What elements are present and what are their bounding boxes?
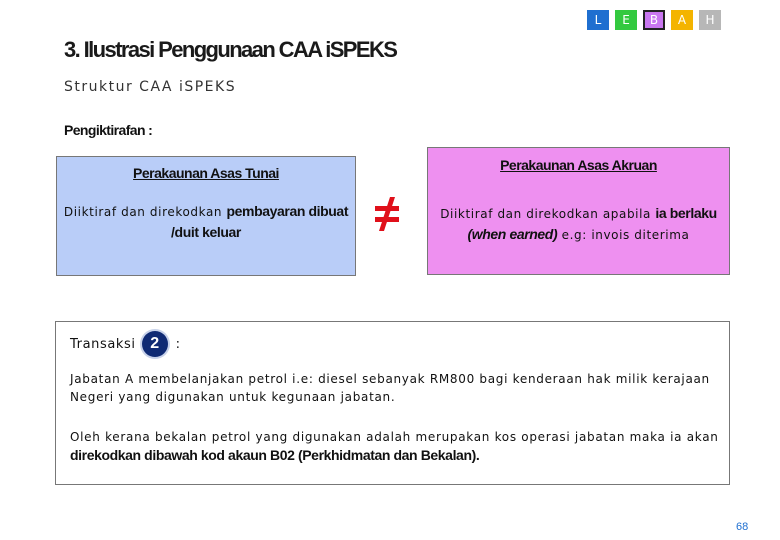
accrual-basis-heading: Perakaunan Asas Akruan bbox=[500, 157, 657, 173]
accrual-basis-text bbox=[428, 203, 729, 245]
nav-h[interactable]: H bbox=[699, 10, 721, 30]
nav-b-active[interactable]: B bbox=[643, 10, 665, 30]
transaction-number-badge: 2 bbox=[142, 331, 168, 357]
transaction-colon: : bbox=[175, 336, 181, 352]
transaction-paragraph-1: Jabatan A membelanjakan petrol i.e: diesel sebanyak RM800 bagi kenderaan hak milik kerajaan Negeri yang digunakan untuk kegunaan jabatan. bbox=[70, 372, 710, 404]
page-number: 68 bbox=[736, 521, 749, 533]
cash-basis-box bbox=[56, 156, 356, 276]
transaction-header bbox=[70, 331, 180, 357]
accrual-basis-box bbox=[427, 147, 730, 275]
accrual-text-pre: Diiktiraf dan direkodkan apabila bbox=[440, 207, 656, 221]
accrual-text-italic: (when earned) bbox=[467, 226, 558, 242]
para2-pre: Oleh kerana bekalan petrol yang digunakan adalah merupakan kos operasi jabatan maka ia akan bbox=[70, 430, 719, 444]
para2-bold: direkodkan dibawah kod akaun B02 (Perkhidmatan dan Bekalan). bbox=[70, 447, 480, 463]
transaction-paragraph-2 bbox=[70, 428, 720, 465]
cash-text-pre: Diiktiraf dan direkodkan bbox=[63, 205, 227, 219]
nav-e[interactable]: E bbox=[615, 10, 637, 30]
accrual-text-post: e.g: invois diterima bbox=[557, 228, 690, 242]
cash-basis-heading: Perakaunan Asas Tunai bbox=[133, 165, 279, 181]
slide-subtitle: Struktur CAA iSPEKS bbox=[64, 79, 237, 95]
transaction-label: Transaksi bbox=[70, 336, 136, 352]
section-nav bbox=[587, 10, 721, 30]
transaction-box bbox=[55, 321, 730, 485]
section-label: Pengiktirafan : bbox=[64, 122, 153, 138]
accrual-text-bold: ia berlaku bbox=[655, 205, 717, 221]
cash-basis-text bbox=[57, 201, 355, 242]
nav-a[interactable]: A bbox=[671, 10, 693, 30]
cash-text-bold: pembayaran dibuat /duit keluar bbox=[171, 203, 349, 240]
not-equal-icon bbox=[372, 194, 402, 234]
slide-title: 3. Ilustrasi Penggunaan CAA iSPEKS bbox=[64, 37, 397, 62]
nav-l[interactable]: L bbox=[587, 10, 609, 30]
